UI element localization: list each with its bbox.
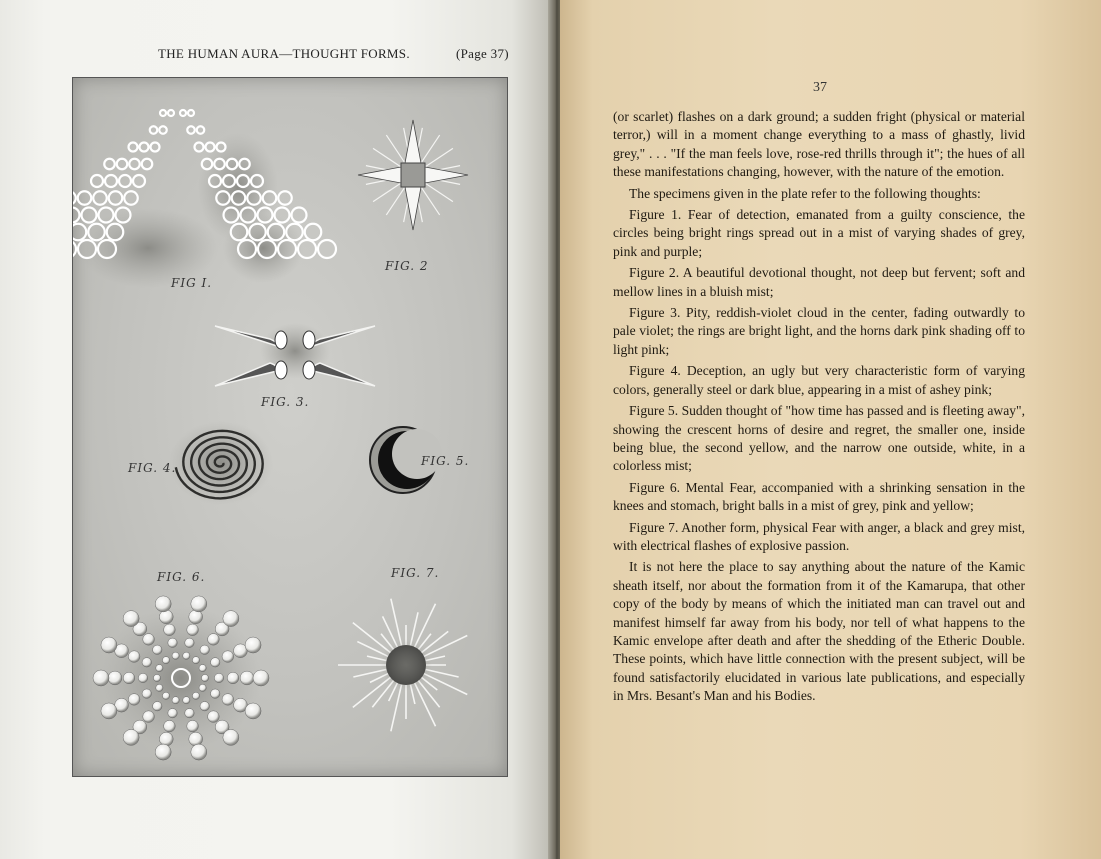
page-number: 37 xyxy=(813,80,827,95)
running-head-title: THE HUMAN AURA—THOUGHT FORMS. xyxy=(158,46,410,61)
fig3-label: FIG. 3. xyxy=(261,395,310,409)
paragraph: Figure 4. Deception, an ugly but very characteristic form of varying colors, generally steel or dark blue, appearing in a mist of ashey pink; xyxy=(613,363,1025,397)
paragraph: The specimens given in the plate refer to the following thoughts: xyxy=(629,185,981,201)
fig4-spiral xyxy=(169,421,273,505)
plate-illustrations xyxy=(73,78,507,776)
paragraph: Figure 7. Another form, physical Fear with anger, a black and grey mist, with electrical flashes of explosive passion. xyxy=(613,519,1025,553)
page-reference: (Page 37) xyxy=(456,46,509,61)
fig1-label: FIG I. xyxy=(171,276,213,290)
running-head xyxy=(0,46,556,66)
fig7-label: FIG. 7. xyxy=(391,566,440,580)
fig6-balls xyxy=(93,596,269,760)
paragraph: Figure 3. Pity, reddish-violet cloud in the center, fading outwardly to pale violet; the rings are bright light, and the horns dark pink shading off to light pink; xyxy=(613,305,1025,357)
fig2-label: FIG. 2 xyxy=(385,259,429,273)
fig7-burst xyxy=(338,599,467,732)
fig6-label: FIG. 6. xyxy=(157,570,206,584)
paragraph: It is not here the place to say anything about the nature of the Kamic sheath itself, nor about the formation from it of the Kamarupa, that other copy of the body by means of which the initiated man can travel out and manifest himself far away from his body, nor tell of what happens to the Kamic envelope after death and after the shedding of the Etheric Double. These points, which have little connection with the present subject, will be found satisfactorily elucidated in various late publications, and especially in Mrs. Besant's Man and his Bodies. xyxy=(613,559,1025,704)
fig3-horns xyxy=(215,323,375,386)
body-text xyxy=(613,108,1025,709)
paragraph: Figure 1. Fear of detection, emanated from a guilty conscience, the circles being bright rings spread out in a mist of varying shades of grey, pink and purple; xyxy=(613,207,1025,259)
paragraph: Figure 2. A beautiful devotional thought, not deep but fervent; soft and mellow lines in a bluish mist; xyxy=(613,265,1025,299)
fig5-label: FIG. 5. xyxy=(421,454,470,468)
fig2-star xyxy=(358,120,468,230)
fig4-label: FIG. 4. xyxy=(128,461,177,475)
fig1-rings-arch xyxy=(73,110,336,288)
paragraph: (or scarlet) flashes on a dark ground; a sudden fright (physical or material terror,) will in a moment change everything to a mass of ghastly, livid grey," . . . "If the man feels love, rose-red thrills through it"; the hues of all these manifestations changing, however, with the nature of the emotion. xyxy=(613,109,1025,180)
paragraph: Figure 6. Mental Fear, accompanied with a shrinking sensation in the knees and stomach, bright balls in a mist of grey, pink and yellow; xyxy=(613,479,1025,514)
thought-forms-plate xyxy=(72,77,508,777)
paragraph: Figure 5. Sudden thought of "how time has passed and is fleeting away", showing the crescent horns of desire and regret, the smaller one, inside being blue, the second yellow, and the narrow one outside, white, in a colorless mist; xyxy=(613,403,1025,474)
